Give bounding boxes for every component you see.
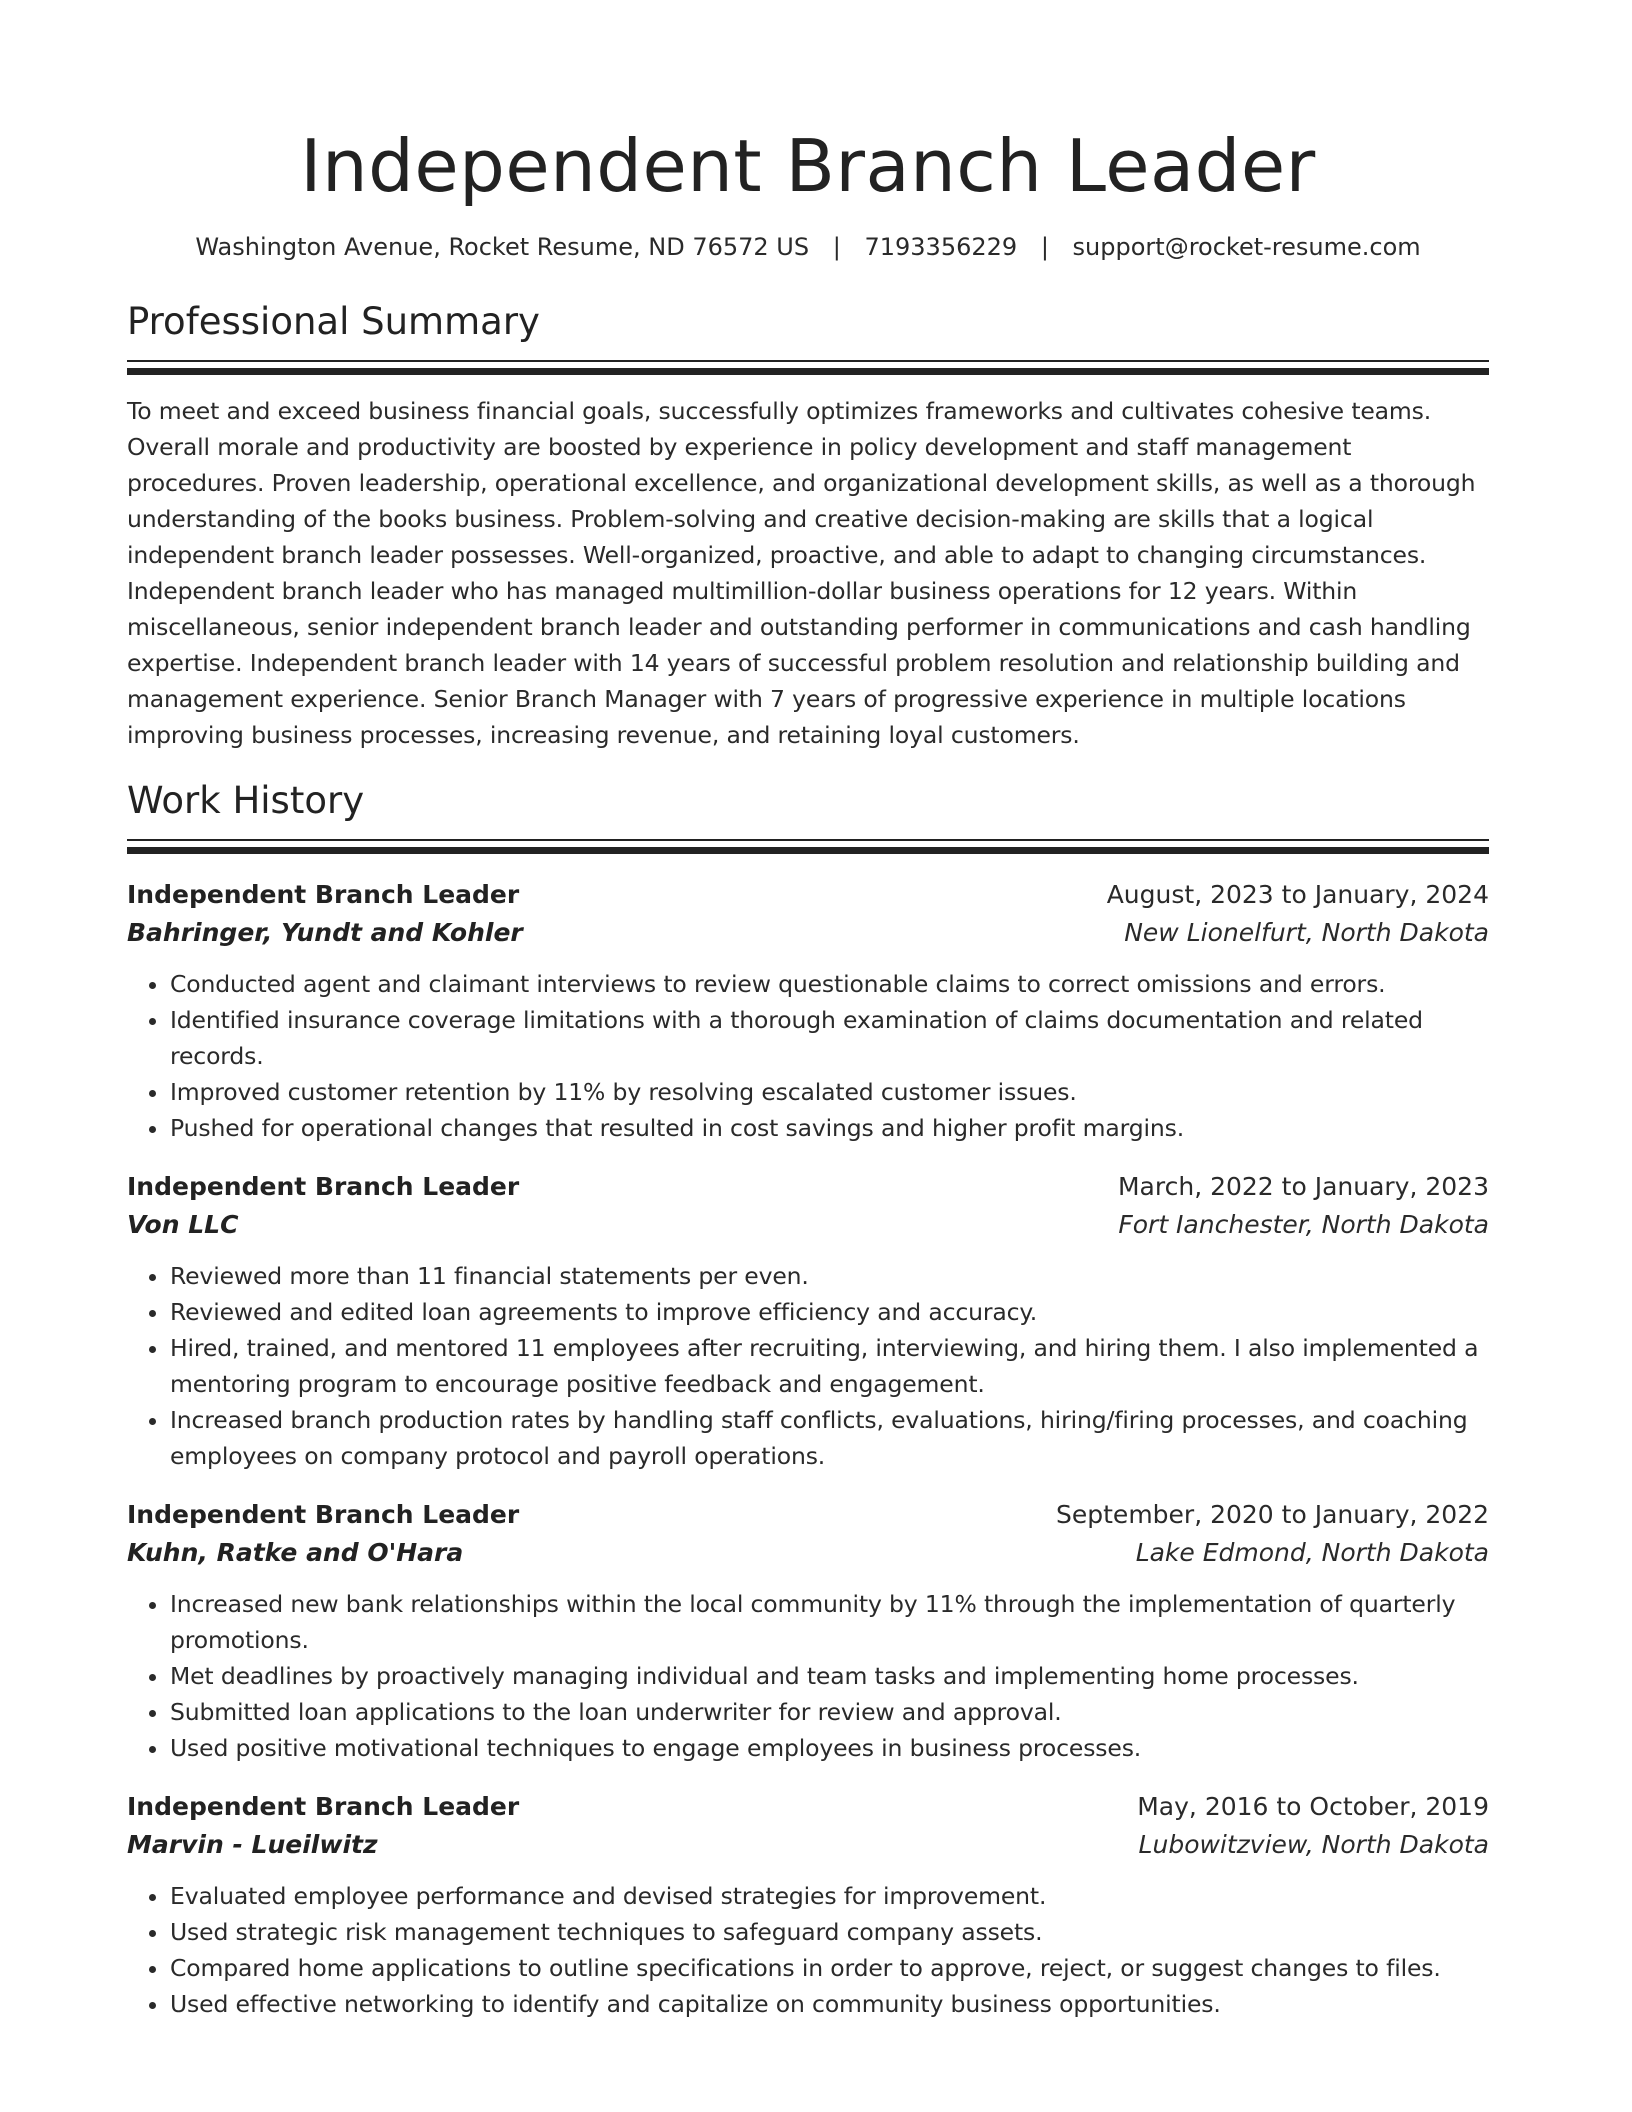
job-company-row bbox=[127, 1534, 1489, 1572]
candidate-name: Independent Branch Leader bbox=[300, 124, 1316, 208]
job-company: Von LLC bbox=[127, 1209, 239, 1239]
job-company: Marvin - Lueilwitz bbox=[127, 1829, 378, 1859]
job-bullet-list bbox=[127, 1878, 1489, 2022]
summary-paragraph: To meet and exceed business financial goals, successfully optimizes frameworks and cultivates cohesive teams. Overall morale and productivity are boosted by experience in policy development and staff management procedures. Proven leadership, operational excellence, and organizational development skills, as well as a thorough understanding of the books business. Problem-solving and creative decision-making are skills that a logical independent branch leader possesses. Well-organized, proactive, and able to adapt to changing circumstances. Independent branch leader who has managed multimillion-dollar business operations for 12 years. Within miscellaneous, senior independent branch leader and outstanding performer in communications and cash handling expertise. Independent branch leader with 14 years of successful problem resolution and relationship building and management experience. Senior Branch Manager with 7 years of progressive experience in multiple locations improving business processes, increasing revenue, and retaining loyal customers. bbox=[127, 397, 1476, 749]
job-bullet: • Submitted loan applications to the loan underwriter for review and approval. bbox=[170, 1694, 1489, 1730]
job-title: Independent Branch Leader bbox=[127, 879, 520, 909]
section-divider bbox=[127, 839, 1489, 854]
contact-address: Washington Avenue, Rocket Resume, ND 76572 US bbox=[195, 233, 810, 261]
contact-email: support@rocket-resume.com bbox=[1072, 233, 1421, 261]
resume-page bbox=[127, 0, 1489, 2022]
job-company-row bbox=[127, 1826, 1489, 1864]
job-entry bbox=[127, 1788, 1489, 2022]
job-bullet: • Increased new bank relationships within the local community by 11% through the implementation of quarterly promotions. bbox=[170, 1586, 1489, 1658]
job-header-row bbox=[127, 1168, 1489, 1206]
job-bullet: • Reviewed and edited loan agreements to improve efficiency and accuracy. bbox=[170, 1294, 1489, 1330]
job-bullet-list bbox=[127, 966, 1489, 1146]
section-title-summary: Professional Summary bbox=[127, 300, 540, 343]
job-bullet-list bbox=[127, 1586, 1489, 1766]
section-divider bbox=[127, 360, 1489, 375]
job-company: Bahringer, Yundt and Kohler bbox=[127, 917, 523, 947]
contact-separator: | bbox=[1040, 233, 1049, 261]
job-bullet: • Reviewed more than 11 financial statements per even. bbox=[170, 1258, 1489, 1294]
contact-separator: | bbox=[832, 233, 841, 261]
job-bullet: • Improved customer retention by 11% by resolving escalated customer issues. bbox=[170, 1074, 1489, 1110]
job-title: Independent Branch Leader bbox=[127, 1171, 520, 1201]
job-dates: March, 2022 to January, 2023 bbox=[1117, 1171, 1489, 1201]
contact-phone: 7193356229 bbox=[864, 233, 1018, 261]
professional-summary-section bbox=[127, 298, 1489, 753]
job-bullet: • Conducted agent and claimant interviews to review questionable claims to correct omissions and errors. bbox=[170, 966, 1489, 1002]
job-company-row bbox=[127, 1206, 1489, 1244]
job-bullet: • Hired, trained, and mentored 11 employees after recruiting, interviewing, and hiring them. I also implemented a mentoring program to encourage positive feedback and engagement. bbox=[170, 1330, 1489, 1402]
contact-line bbox=[127, 230, 1489, 264]
job-location: Lake Edmond, North Dakota bbox=[1135, 1537, 1489, 1567]
job-bullet: • Used strategic risk management techniques to safeguard company assets. bbox=[170, 1914, 1489, 1950]
job-bullet: • Increased branch production rates by handling staff conflicts, evaluations, hiring/firing processes, and coaching employees on company protocol and payroll operations. bbox=[170, 1402, 1489, 1474]
job-bullet-list bbox=[127, 1258, 1489, 1474]
job-dates: May, 2016 to October, 2019 bbox=[1137, 1791, 1489, 1821]
job-bullet: • Evaluated employee performance and devised strategies for improvement. bbox=[170, 1878, 1489, 1914]
section-title-work-history: Work History bbox=[127, 778, 365, 822]
job-bullet: • Used effective networking to identify and capitalize on community business opportunities. bbox=[170, 1986, 1489, 2022]
job-header-row bbox=[127, 876, 1489, 914]
work-history-section bbox=[127, 777, 1489, 2022]
job-entry bbox=[127, 1168, 1489, 1474]
job-location: Fort Ianchester, North Dakota bbox=[1118, 1209, 1489, 1239]
job-company: Kuhn, Ratke and O'Hara bbox=[127, 1537, 464, 1567]
job-dates: September, 2020 to January, 2022 bbox=[1056, 1499, 1489, 1529]
job-bullet: • Compared home applications to outline specifications in order to approve, reject, or suggest changes to files. bbox=[170, 1950, 1489, 1986]
job-entry bbox=[127, 876, 1489, 1146]
job-bullet: • Met deadlines by proactively managing individual and team tasks and implementing home processes. bbox=[170, 1658, 1489, 1694]
job-bullet: • Used positive motivational techniques to engage employees in business processes. bbox=[170, 1730, 1489, 1766]
job-location: New Lionelfurt, North Dakota bbox=[1124, 917, 1489, 947]
job-bullet: • Identified insurance coverage limitations with a thorough examination of claims documentation and related records. bbox=[170, 1002, 1489, 1074]
job-location: Lubowitzview, North Dakota bbox=[1138, 1829, 1489, 1859]
job-entry bbox=[127, 1496, 1489, 1766]
job-title: Independent Branch Leader bbox=[127, 1791, 520, 1821]
job-bullet: • Pushed for operational changes that resulted in cost savings and higher profit margins. bbox=[170, 1110, 1489, 1146]
job-header-row bbox=[127, 1496, 1489, 1534]
job-company-row bbox=[127, 914, 1489, 952]
job-title: Independent Branch Leader bbox=[127, 1499, 520, 1529]
job-header-row bbox=[127, 1788, 1489, 1826]
job-dates: August, 2023 to January, 2024 bbox=[1106, 879, 1489, 909]
